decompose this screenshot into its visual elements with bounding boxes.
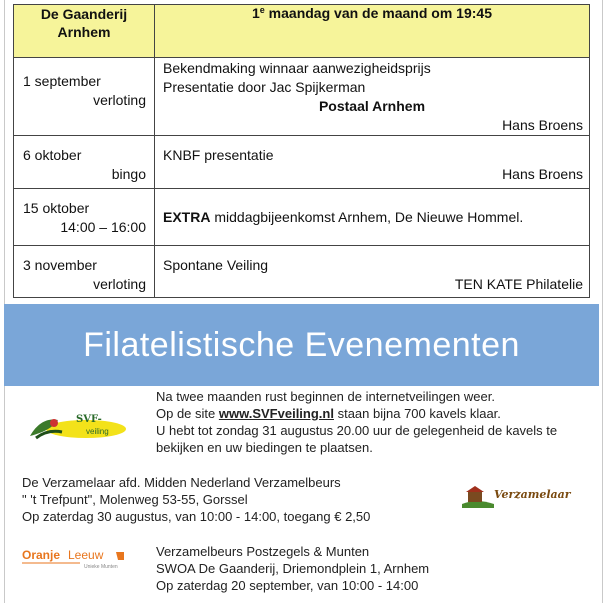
table-row: [14, 246, 590, 298]
row-center: Postaal Arnhem: [318, 98, 426, 114]
verzamelaar-line: Op zaterdag 30 augustus, van 10:00 - 14:00, toegang € 2,50: [22, 509, 371, 524]
header-schedule: [155, 5, 590, 58]
svf-logo-text-1: SVF-: [76, 414, 102, 425]
svf-logo[interactable]: [24, 408, 128, 444]
verzamelaar-logo[interactable]: [462, 482, 571, 510]
row-content-cell: [155, 246, 590, 298]
row-line: Bekendmaking winnaar aanwezigheidsprijs: [163, 60, 431, 76]
oranje-logo-text-a: Oranje: [22, 548, 61, 562]
row-line: Presentatie door Jac Spijkerman: [163, 79, 366, 95]
row-sub: verloting: [93, 92, 146, 108]
header-location: [14, 5, 155, 58]
row-date: 1 september: [23, 73, 101, 89]
svf-line: Na twee maanden rust beginnen de internetveilingen weer.: [156, 389, 495, 404]
schedule-header-row: [14, 5, 590, 58]
svf-text: [156, 388, 576, 456]
row-right: Hans Broens: [502, 117, 583, 133]
verzamelaar-line: " 't Trefpunt", Molenweg 53-55, Gorssel: [22, 492, 248, 507]
schedule-table: [13, 4, 590, 298]
header-day-text: maandag van de maand om 19:45: [264, 5, 492, 21]
events-banner: [4, 304, 599, 386]
extra-label: EXTRA: [163, 208, 211, 225]
oranje-text: [156, 543, 576, 594]
row-line: [155, 208, 589, 227]
table-row: [14, 136, 590, 189]
verzamelaar-line: De Verzamelaar afd. Midden Nederland Verzamelbeurs: [22, 475, 341, 490]
row-line: Spontane Veiling: [163, 257, 269, 273]
verzamelaar-text: [22, 474, 452, 525]
svf-line-a: Op de site: [156, 406, 219, 421]
lion-icon: [22, 546, 132, 574]
oranje-line: SWOA De Gaanderij, Driemondplein 1, Arnhem: [156, 561, 430, 576]
svf-logo-text-2: veiling: [86, 427, 109, 436]
row-date-cell: [14, 189, 155, 246]
svf-line: bekijken en uw biedingen te plaatsen.: [156, 440, 373, 455]
row-date: 15 oktober: [23, 200, 90, 216]
row-right: Hans Broens: [502, 166, 583, 182]
oranje-line: Op zaterdag 20 september, van 10:00 - 14:00: [156, 578, 419, 593]
row-date-cell: [14, 246, 155, 298]
header-day-number: 1: [251, 5, 260, 21]
header-location-line2: Arnhem: [57, 24, 111, 40]
row-date-cell: [14, 58, 155, 136]
row-sub: verloting: [93, 276, 146, 292]
svf-link[interactable]: www.SVFveiling.nl: [218, 406, 334, 421]
row-date: 6 oktober: [23, 147, 82, 163]
table-row: [14, 58, 590, 136]
row-date: 3 november: [23, 257, 97, 273]
row-date-cell: [14, 136, 155, 189]
row-sub: 14:00 – 16:00: [60, 219, 146, 235]
table-row: [14, 189, 590, 246]
verzamelaar-logo-text: Verzamelaar: [494, 488, 571, 501]
oranje-logo-text-b: Leeuw: [68, 548, 104, 562]
row-sub: bingo: [111, 166, 146, 182]
oranjeleeuw-logo[interactable]: [22, 546, 132, 574]
row-right: TEN KATE Philatelie: [454, 276, 583, 292]
extra-text: middagbijeenkomst Arnhem, De Nieuwe Hommel.: [210, 208, 524, 225]
svf-line: U hebt tot zondag 31 augustus 20.00 uur de gelegenheid de kavels te: [156, 423, 558, 438]
oranje-logo-small: Unieke Munten: [84, 564, 118, 570]
oranje-line: Verzamelbeurs Postzegels & Munten: [156, 544, 370, 559]
banner-title: Filatelistische Evenementen: [83, 325, 520, 364]
header-day-suffix: e: [259, 5, 265, 15]
row-line: KNBF presentatie: [163, 147, 274, 163]
row-content-cell: [155, 136, 590, 189]
row-content-cell: [155, 189, 590, 246]
svf-line-b: staan bijna 700 kavels klaar.: [333, 406, 501, 421]
header-location-line1: De Gaanderij: [40, 6, 128, 22]
row-content-cell: [155, 58, 590, 136]
svf-line: [156, 405, 576, 422]
